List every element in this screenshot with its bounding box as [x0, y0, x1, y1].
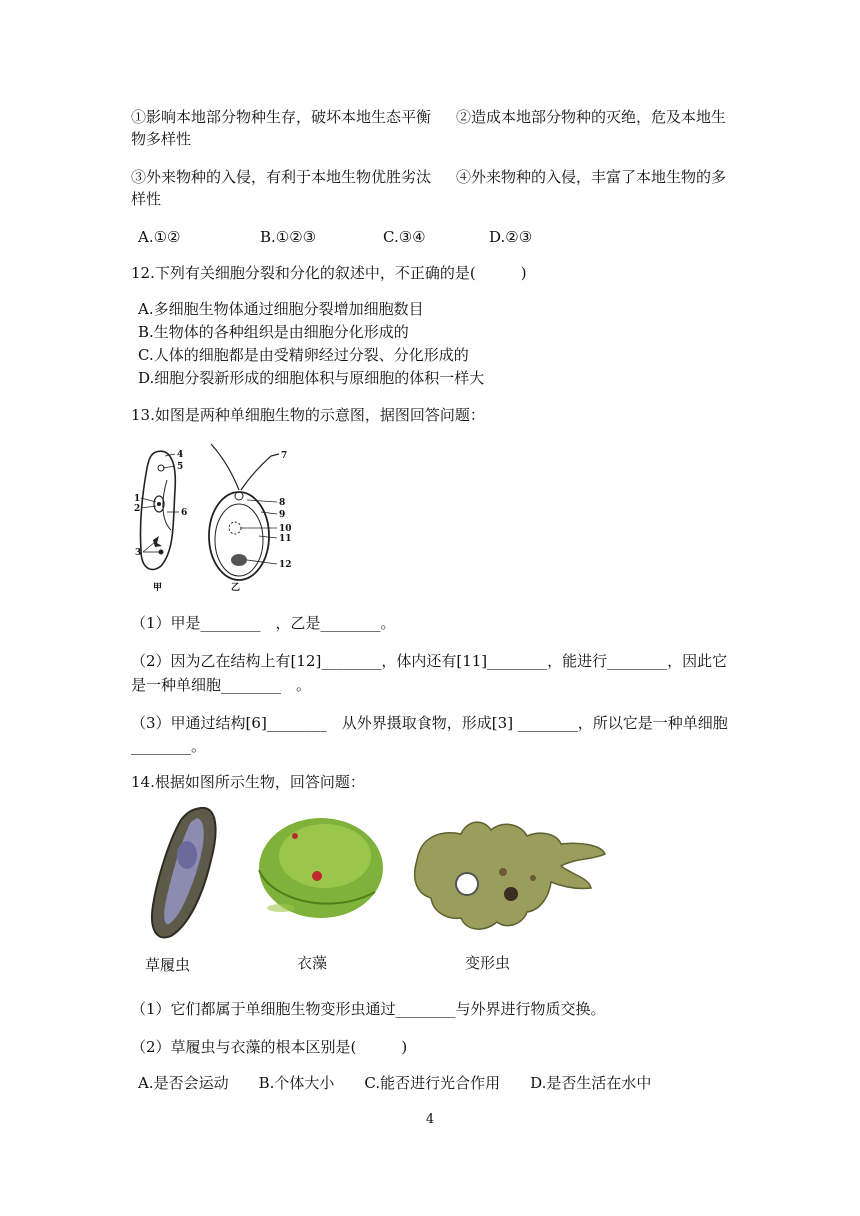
- q14-choices: A.是否会运动 B.个体大小 C.能否进行光合作用 D.是否生活在水中: [138, 1074, 652, 1092]
- q14-part-1: （1）它们都属于单细胞生物变形虫通过________与外界进行物质交换。: [131, 1000, 606, 1018]
- q13-part-2-cont: 是一种单细胞________ 。: [131, 676, 312, 694]
- q14-stem: 14.根据如图所示生物，回答问题：: [131, 773, 365, 791]
- q11-option-2: ②造成本地部分物种的灭绝，危及本地生: [456, 108, 727, 126]
- caption-jia: 甲: [153, 583, 163, 593]
- caption-paramecium: 草履虫: [145, 956, 191, 974]
- chlamydomonas-nucleus: [229, 522, 241, 534]
- q14-part-2: （2）草履虫与衣藻的根本区别是( ): [131, 1038, 408, 1056]
- label-9: 9: [279, 510, 286, 520]
- q13-part-2: （2）因为乙在结构上有[12]________，体内还有[11]________，能进行________，因此它: [131, 652, 728, 670]
- q11-choice-d: D.②③: [489, 228, 533, 246]
- q11-choice-b: B.①②③: [260, 228, 317, 246]
- caption-yi: 乙: [231, 583, 241, 593]
- q11-option-3: ③外来物种的入侵，有利于本地生物优胜劣汰: [131, 168, 432, 186]
- q11-choice-a: A.①②: [138, 228, 181, 246]
- chlamydomonas-flagella: [211, 444, 279, 490]
- chlamydomonas-pyrenoid: [231, 554, 247, 566]
- paramecium-image: [152, 808, 216, 938]
- q13-part-1: （1）甲是________ ，乙是________。: [131, 614, 396, 632]
- caption-amoeba: 变形虫: [465, 954, 511, 972]
- label-5: 5: [177, 462, 184, 472]
- label-3: 3: [135, 548, 142, 558]
- q11-option-4-cont: 样性: [131, 190, 162, 208]
- q11-choice-c: C.③④: [383, 228, 426, 246]
- chlamydomonas-image: [259, 818, 383, 918]
- label-10: 10: [279, 524, 292, 534]
- q11-option-1: ①影响本地部分物种生存，破坏本地生态平衡: [131, 108, 432, 126]
- q13-stem: 13.如图是两种单细胞生物的示意图，据图回答问题：: [131, 406, 485, 424]
- label-6: 6: [181, 508, 188, 518]
- label-8: 8: [279, 498, 286, 508]
- label-4: 4: [177, 450, 184, 460]
- q12-stem: 12.下列有关细胞分裂和分化的叙述中，不正确的是( ): [131, 264, 527, 282]
- q12-option-a: A.多细胞生物体通过细胞分裂增加细胞数目: [138, 300, 424, 318]
- q12-option-d: D.细胞分裂新形成的细胞体积与原细胞的体积一样大: [138, 369, 485, 387]
- q12-option-c: C.人体的细胞都是由受精卵经过分裂、分化形成的: [138, 346, 469, 364]
- page-number: 4: [425, 1112, 435, 1127]
- q11-option-2-cont: 物多样性: [131, 130, 192, 148]
- q14-organisms-figure: [131, 800, 611, 980]
- q11-option-4: ④外来物种的入侵，丰富了本地生物的多: [456, 168, 727, 186]
- q12-option-b: B.生物体的各种组织是由细胞分化形成的: [138, 323, 409, 341]
- label-2: 2: [134, 504, 141, 514]
- q13-cell-diagram: [131, 440, 295, 596]
- label-1: 1: [134, 494, 141, 504]
- label-11: 11: [279, 534, 292, 544]
- paramecium-vacuole-2: [153, 536, 162, 547]
- amoeba-image: [415, 822, 605, 929]
- caption-chlamydomonas: 衣藻: [297, 954, 328, 972]
- label-7: 7: [281, 451, 288, 461]
- q13-part-3-cont: ________。: [131, 737, 207, 755]
- label-12: 12: [279, 560, 292, 570]
- q13-part-3: （3）甲通过结构[6]________ 从外界摄取食物，形成[3] ________，所以它是一种单细胞: [131, 714, 728, 732]
- chlamydomonas-eyespot: [235, 492, 243, 500]
